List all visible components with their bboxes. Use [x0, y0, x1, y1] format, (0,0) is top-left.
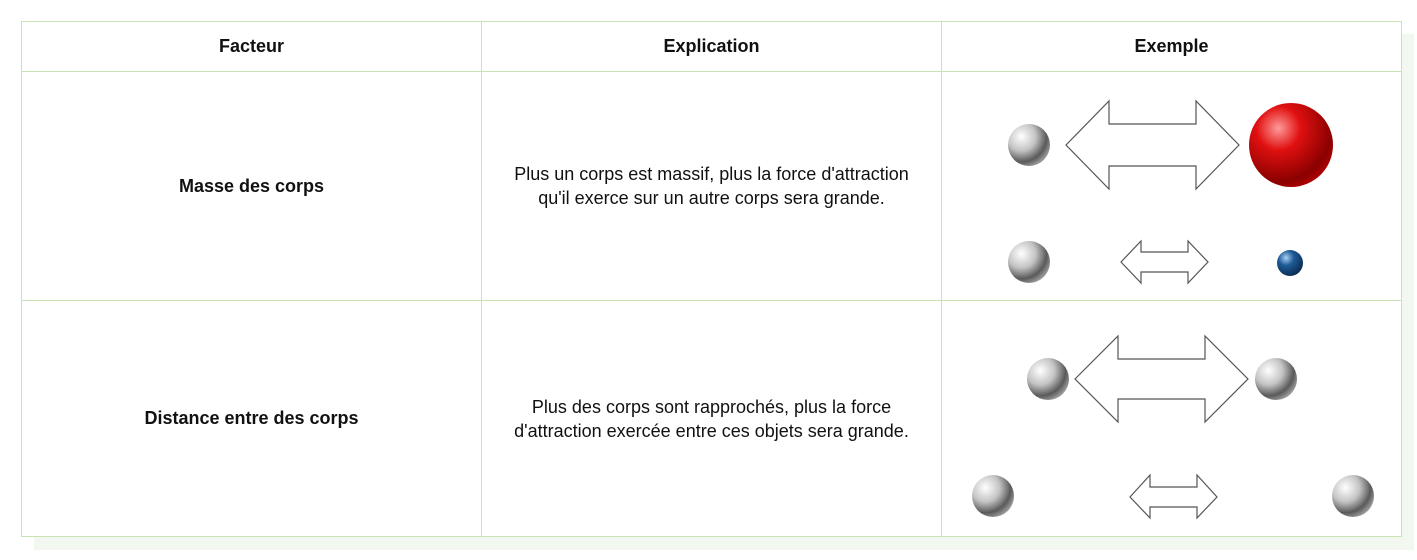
small-double-arrow-icon: [1130, 475, 1217, 518]
mass-example-illustration: [942, 72, 1401, 300]
large-double-arrow-icon: [1066, 101, 1239, 189]
small-blue-sphere-icon: [1277, 250, 1303, 276]
large-red-sphere-icon: [1249, 103, 1333, 187]
example-cell: [942, 72, 1402, 301]
large-double-arrow-icon: [1075, 336, 1248, 422]
header-factor: Facteur: [22, 22, 482, 72]
header-example: Exemple: [942, 22, 1402, 72]
small-silver-sphere-icon: [1008, 241, 1050, 283]
gravity-factors-table: [21, 21, 1402, 537]
factor-cell: Masse des corps: [22, 72, 482, 301]
table-row: [22, 301, 1402, 537]
distance-example-illustration: [942, 301, 1401, 536]
silver-sphere-icon: [972, 475, 1014, 517]
explanation-text: Plus des corps sont rapprochés, plus la force d'attraction exercée entre ces objets sera grande.: [514, 396, 909, 441]
silver-sphere-icon: [1332, 475, 1374, 517]
example-cell: [942, 301, 1402, 537]
explanation-cell: [482, 301, 942, 537]
small-silver-sphere-icon: [1008, 124, 1050, 166]
explanation-cell: [482, 72, 942, 301]
factor-cell: Distance entre des corps: [22, 301, 482, 537]
small-double-arrow-icon: [1121, 241, 1208, 283]
header-explanation: Explication: [482, 22, 942, 72]
header-row: [22, 22, 1402, 72]
silver-sphere-icon: [1255, 358, 1297, 400]
table-row: [22, 72, 1402, 301]
explanation-text: Plus un corps est massif, plus la force d'attraction qu'il exerce sur un autre corps sera grande.: [514, 164, 909, 208]
silver-sphere-icon: [1027, 358, 1069, 400]
